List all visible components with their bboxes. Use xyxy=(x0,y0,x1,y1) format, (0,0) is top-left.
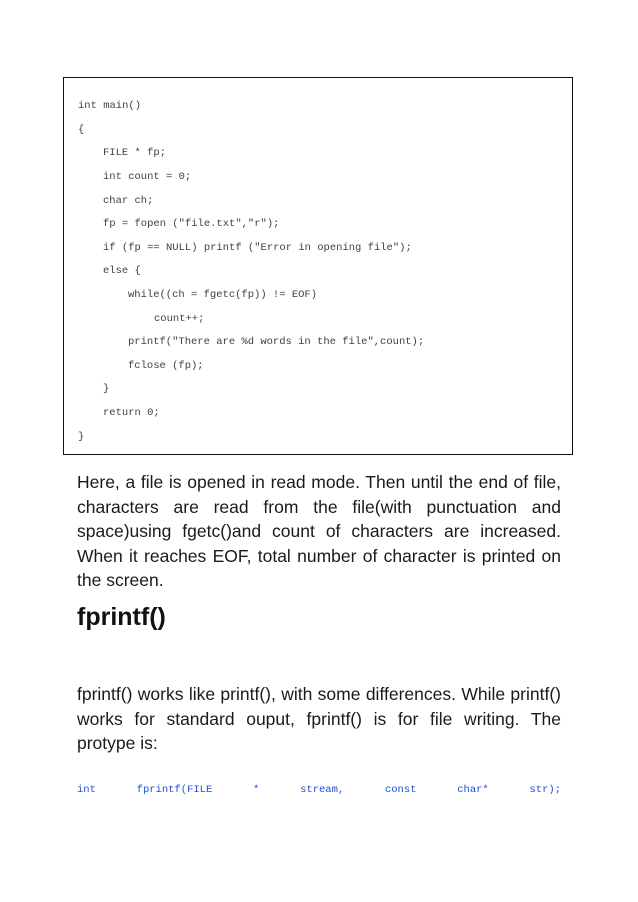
code-line: { xyxy=(78,124,85,136)
prototype-line xyxy=(77,784,561,796)
code-line: int main() xyxy=(78,100,142,112)
prototype-token: * xyxy=(253,784,260,796)
section-heading: fprintf() xyxy=(77,603,166,631)
code-line: fp = fopen ("file.txt","r"); xyxy=(103,218,280,230)
code-line: } xyxy=(78,431,85,443)
prototype-token: stream, xyxy=(300,784,345,796)
code-line: } xyxy=(103,383,110,395)
code-line: while((ch = fgetc(fp)) != EOF) xyxy=(128,289,318,301)
code-line: if (fp == NULL) printf ("Error in opening file"); xyxy=(103,242,412,254)
prototype-token: int xyxy=(77,784,96,796)
code-line: char ch; xyxy=(103,195,154,207)
description-paragraph: fprintf() works like printf(), with some differences. While printf() works for standard ouput, fprintf() is for file writing. The protype is: xyxy=(77,684,561,753)
prototype-token: char* xyxy=(457,784,489,796)
prototype-token: const xyxy=(384,784,417,796)
code-line: else { xyxy=(103,265,141,277)
code-line: FILE * fp; xyxy=(103,147,167,159)
code-block xyxy=(63,77,573,455)
code-line: int count = 0; xyxy=(103,171,192,183)
prototype-token: fprintf(FILE xyxy=(136,784,213,796)
code-line: count++; xyxy=(154,313,205,325)
explanation-paragraph: Here, a file is opened in read mode. Then until the end of file, characters are read from the file(with punctuation and space)using fgetc()and count of characters are increased. When it reaches EOF, total number of character is printed on the screen. xyxy=(77,472,561,590)
code-line: printf("There are %d words in the file",count); xyxy=(128,336,425,348)
code-line: fclose (fp); xyxy=(128,360,204,372)
code-line: return 0; xyxy=(103,407,160,419)
prototype-token: str); xyxy=(529,784,561,796)
